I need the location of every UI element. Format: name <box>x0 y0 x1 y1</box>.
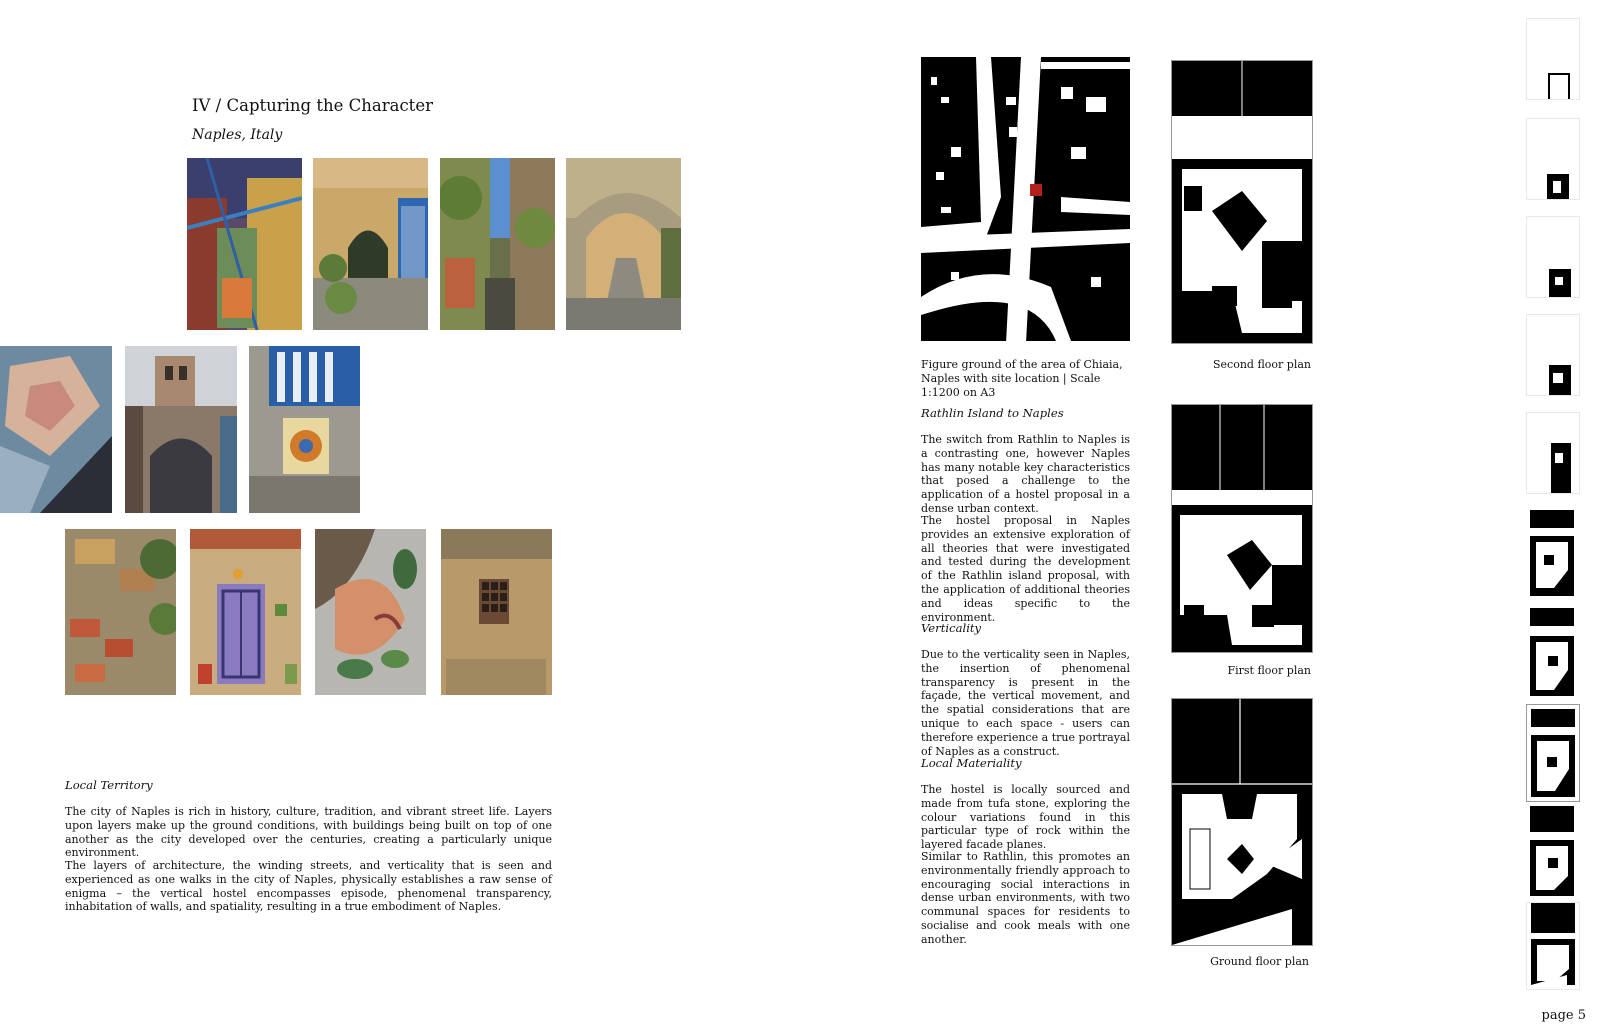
section-para-rathlin-1: The switch from Rathlin to Naples is a contrasting one, however Naples has many notable key characteristics that posed a challenge to the application of a hostel proposal in a dense urban context. <box>921 433 1130 515</box>
thumbnail <box>1526 806 1578 902</box>
first-floor-caption: First floor plan <box>1227 664 1311 677</box>
section-heading-verticality: Verticality <box>921 621 982 635</box>
thumbnail <box>1526 608 1578 698</box>
first-floor-plan <box>1171 404 1313 653</box>
section-para-materiality-1: The hostel is locally sourced and made from tufa stone, exploring the colour variations found in this particular type of rock within the layered facade planes. <box>921 783 1130 852</box>
thumbnail-selected <box>1526 704 1580 802</box>
thumbnail <box>1526 314 1580 396</box>
thumbnail <box>1526 412 1580 494</box>
thumbnail <box>1526 510 1578 598</box>
local-territory-para-2: The layers of architecture, the winding streets, and verticality that is seen and experienced as one walks in the city of Naples, physically establishes a raw sense of enigma – the vertical hostel encompasses episode, phenomenal transparency, inhabitation of walls, and spatiality, resulting in a true embodiment of Naples. <box>65 859 552 914</box>
second-floor-caption: Second floor plan <box>1213 358 1311 371</box>
bell-tower-arch-photo <box>125 346 237 513</box>
ground-floor-plan <box>1171 698 1313 946</box>
second-floor-plan <box>1171 60 1313 344</box>
section-para-rathlin-2: The hostel proposal in Naples provides an extensive exploration of all theories that were investigated and tested during the development of the Rathlin island proposal, with the application of additional theories and ideas specific to the environment. <box>921 514 1130 624</box>
purple-door-photo <box>190 529 301 695</box>
mosaic-photo <box>315 529 426 695</box>
thumbnail <box>1526 118 1580 200</box>
ground-floor-caption: Ground floor plan <box>1210 955 1309 968</box>
thumbnail <box>1526 18 1580 100</box>
street-scaffolding-photo <box>187 158 302 330</box>
figure-ground-map <box>921 57 1130 341</box>
thumbnail <box>1526 216 1580 298</box>
section-heading-rathlin: Rathlin Island to Naples <box>921 406 1064 420</box>
narrow-alley-photo <box>440 158 555 330</box>
courtyard-arch-photo <box>313 158 428 330</box>
elevation-thumbnail-strip <box>1526 18 1578 1018</box>
tiled-floor-photo <box>0 346 112 513</box>
local-territory-para-1: The city of Naples is rich in history, culture, tradition, and vibrant street life. Layers upon layers make up the ground conditions, with buildings being built on top of one another as the city developed over the centuries, creating a particularly unique environment. <box>65 805 552 860</box>
shrine-tile-photo <box>249 346 360 513</box>
figure-ground-caption: Figure ground of the area of Chiaia, Naples with site location | Scale 1:1200 on A3 <box>921 358 1123 399</box>
section-heading-materiality: Local Materiality <box>921 756 1022 770</box>
tufa-window-photo <box>441 529 552 695</box>
local-territory-heading: Local Territory <box>65 778 153 792</box>
page-title: IV / Capturing the Character <box>192 96 433 115</box>
site-location-marker <box>1030 184 1042 196</box>
thumbnail <box>1526 902 1580 990</box>
page-number: page 5 <box>1541 1008 1586 1023</box>
brick-wall-photo <box>65 529 176 695</box>
section-para-materiality-2: Similar to Rathlin, this promotes an environmentally friendly approach to encouraging social interactions in dense urban environments, with two communal spaces for residents to socialise and cook meals with one another. <box>921 850 1130 946</box>
section-para-verticality: Due to the verticality seen in Naples, the insertion of phenomenal transparency is present in the façade, the vertical movement, and the spatial considerations that are unique to each space - users can therefore experience a true portrayal of Naples as a construct. <box>921 648 1130 758</box>
page-subtitle: Naples, Italy <box>192 127 283 143</box>
stone-arch-alley-photo <box>566 158 681 330</box>
